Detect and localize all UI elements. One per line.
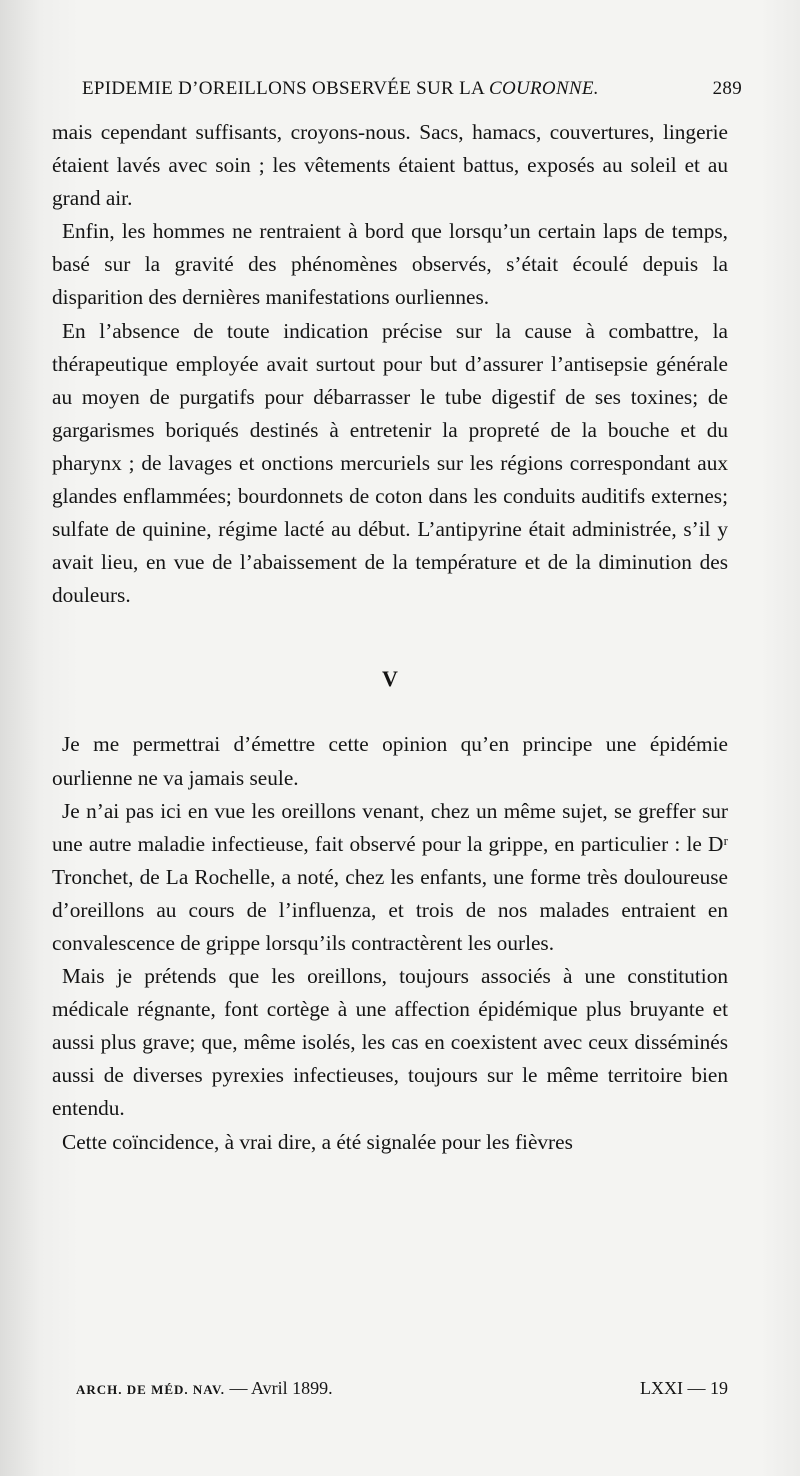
page-number: 289 <box>712 78 742 99</box>
paragraph: Je me permettrai d’émettre cette opinion qu’en principe une épidémie ourlienne ne va jamais seule. <box>52 732 728 790</box>
journal-source <box>76 1378 333 1399</box>
running-title <box>82 78 599 100</box>
running-header <box>82 74 742 108</box>
running-title-ship: COURONNE. <box>489 78 599 99</box>
paragraph: mais cependant suffisants, croyons-nous. Sacs, hamacs, couvertures, lingerie étaient lavés avec soin ; les vêtements étaient battus, exposés au soleil et au grand air. <box>52 120 728 211</box>
body-text <box>52 116 728 1159</box>
page-footer <box>76 1378 728 1408</box>
paragraph: En l’absence de toute indication précise sur la cause à combattre, la thérapeutique employée avait surtout pour but d’assurer l’antisepsie générale au moyen de purgatifs pour débarrasser le tube digestif de ses toxines; de gargarismes boriqués destinés à entretenir la propreté de la bouche et du pharynx ; de lavages et onctions mercuriels sur les régions correspondant aux glandes enflammées; bourdonnets de coton dans les conduits auditifs externes; sulfate de quinine, régime lacté au début. L’antipyrine était administrée, s’il y avait lieu, en vue de l’abaissement de la température et de la diminution des douleurs. <box>52 318 728 608</box>
journal-abbrev: ARCH. DE MÉD. NAV. <box>76 1382 225 1397</box>
paragraph: Cette coïncidence, à vrai dire, a été signalée pour les fièvres <box>62 1129 573 1154</box>
journal-date: — Avril 1899. <box>224 1378 333 1398</box>
signature-mark: LXXI — 19 <box>640 1378 728 1398</box>
section-heading: V <box>382 666 398 692</box>
paragraph: Je n’ai pas ici en vue les oreillons venant, chez un même sujet, se greffer sur une autre maladie infectieuse, fait observé pour la grippe, en particulier : le Dʳ Tronchet, de La Rochelle, a noté, chez les enfants, une forme très douloureuse d’oreillons au cours de l’influenza, et trois de nos malades entraient en convalescence de grippe lorsqu’ils contractèrent les ourles. <box>52 798 728 955</box>
paragraph: Mais je prétends que les oreillons, toujours associés à une constitution médicale régnante, font cortège à une affection épidémique plus bruyante et aussi plus grave; que, même isolés, les cas en coexistent avec ceux disséminés aussi de diverses pyrexies infectieuses, toujours sur le même territoire bien entendu. <box>52 964 728 1121</box>
running-title-main: EPIDEMIE D’OREILLONS OBSERVÉE SUR LA <box>82 78 489 99</box>
paragraph: Enfin, les hommes ne rentraient à bord que lorsqu’un certain laps de temps, basé sur la gravité des phénomènes observés, s’était écoulé depuis la disparition des dernières manifestations ourliennes. <box>52 219 728 310</box>
